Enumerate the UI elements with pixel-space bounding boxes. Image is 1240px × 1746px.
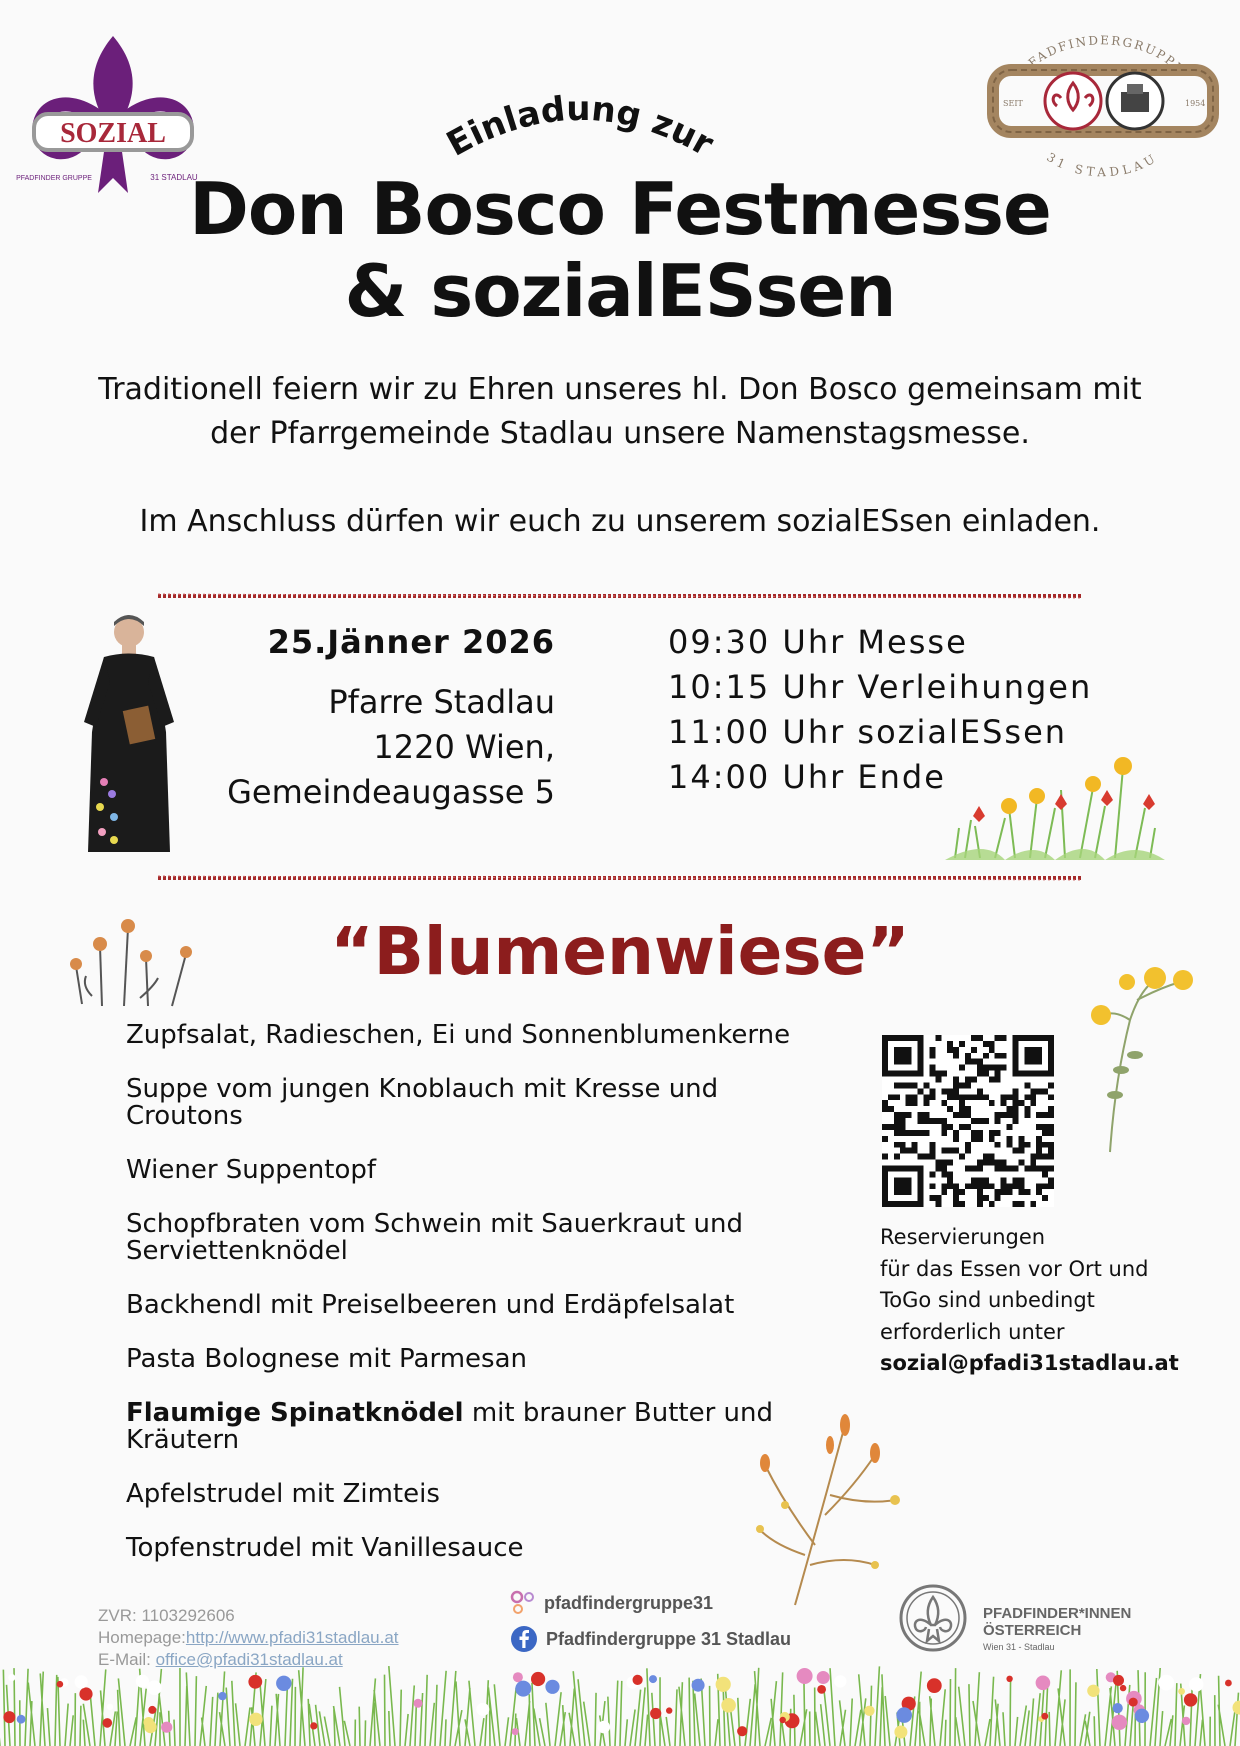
instagram-label: pfadfindergruppe31 bbox=[544, 1592, 714, 1613]
org-line-3: Wien 31 - Stadlau bbox=[983, 1642, 1055, 1652]
event-address bbox=[227, 680, 555, 815]
menu-item-text: Zupfsalat, Radieschen, Ei und Sonnenblumenkerne bbox=[126, 1020, 791, 1050]
menu-list bbox=[126, 1022, 806, 1589]
menu-item-text: Wiener Suppentopf bbox=[126, 1155, 377, 1185]
facebook-icon bbox=[510, 1625, 538, 1653]
svg-text:31 STADLAU: 31 STADLAU bbox=[1044, 150, 1161, 180]
facebook-label: Pfadfindergruppe 31 Stadlau bbox=[546, 1628, 792, 1649]
menu-item-text: Suppe vom jungen Knoblauch mit Kresse und Croutons bbox=[126, 1074, 719, 1131]
org-name bbox=[983, 1605, 1131, 1656]
reservation-line: erforderlich unter bbox=[880, 1319, 1065, 1344]
dried-flower-sprig-illustration bbox=[755, 1405, 905, 1610]
address-line: Gemeindeaugasse 5 bbox=[227, 773, 555, 811]
footer-email-link[interactable]: office@pfadi31stadlau.at bbox=[155, 1650, 343, 1669]
event-date: 25.Jänner 2026 bbox=[267, 623, 555, 661]
org-line-2: ÖSTERREICH bbox=[983, 1622, 1082, 1639]
yellow-flowers-illustration bbox=[1085, 960, 1210, 1155]
instagram-icon bbox=[510, 1590, 536, 1616]
schedule-item: 09:30 Uhr Messe bbox=[668, 623, 968, 661]
menu-title: “Blumenwiese” bbox=[330, 913, 910, 990]
menu-item bbox=[126, 1481, 806, 1508]
reservation-email-link[interactable]: sozial@pfadi31stadlau.at bbox=[880, 1351, 1179, 1375]
svg-text:SEIT: SEIT bbox=[1003, 99, 1023, 108]
reservation-line: für das Essen vor Ort und bbox=[880, 1256, 1149, 1281]
invitation-kicker bbox=[430, 80, 730, 170]
homepage-link[interactable]: http://www.pfadi31stadlau.at bbox=[185, 1628, 399, 1647]
svg-text:PFADFINDER GRUPPE: PFADFINDER GRUPPE bbox=[16, 175, 92, 182]
don-bosco-illustration bbox=[74, 612, 184, 860]
decorative-divider-top bbox=[158, 592, 1083, 600]
address-line: 1220 Wien, bbox=[373, 728, 555, 766]
svg-text:31 STADLAU: 31 STADLAU bbox=[150, 173, 198, 182]
menu-item-text: mit brauner Butter und Kräutern bbox=[126, 1398, 774, 1455]
svg-text:SOZIAL: SOZIAL bbox=[60, 118, 166, 149]
homepage-label: Homepage: bbox=[98, 1628, 186, 1647]
reservation-line: ToGo sind unbedingt bbox=[880, 1288, 1095, 1312]
flower-meadow-border bbox=[0, 1655, 1240, 1746]
menu-item-text: Apfelstrudel mit Zimteis bbox=[126, 1479, 440, 1509]
reservation-line: Reservierungen bbox=[880, 1225, 1046, 1249]
menu-item-highlight: Flaumige Spinatknödel bbox=[126, 1398, 464, 1428]
menu-item-text: Pasta Bolognese mit Parmesan bbox=[126, 1344, 528, 1374]
intro-line-1: Traditionell feiern wir zu Ehren unseres hl. Don Bosco gemeinsam mit bbox=[98, 372, 1142, 407]
small-flowers-illustration bbox=[62, 916, 200, 1008]
menu-item bbox=[126, 1211, 806, 1265]
intro-followup: Im Anschluss dürfen wir euch zu unserem sozialESsen einladen. bbox=[139, 504, 1101, 539]
title-line-2: & sozialESsen bbox=[344, 249, 896, 333]
reservation-qr-code[interactable] bbox=[882, 1035, 1054, 1207]
menu-item-text: Schopfbraten vom Schwein mit Sauerkraut und Serviettenknödel bbox=[126, 1209, 743, 1266]
pfadfinder-oesterreich-logo bbox=[898, 1583, 968, 1653]
menu-item bbox=[126, 1346, 806, 1373]
title-line-1: Don Bosco Festmesse bbox=[189, 167, 1051, 251]
menu-item bbox=[126, 1022, 806, 1049]
menu-item bbox=[126, 1157, 806, 1184]
menu-item-text: Topfenstrudel mit Vanillesauce bbox=[126, 1533, 524, 1563]
menu-item bbox=[126, 1535, 806, 1562]
schedule-item: 14:00 Uhr Ende bbox=[668, 758, 946, 796]
org-line-1: PFADFINDER*INNEN bbox=[983, 1605, 1132, 1622]
instagram-handle[interactable] bbox=[510, 1590, 713, 1616]
address-line: Pfarre Stadlau bbox=[328, 683, 555, 721]
facebook-page[interactable] bbox=[510, 1625, 791, 1653]
menu-item bbox=[126, 1400, 806, 1454]
svg-text:1954: 1954 bbox=[1185, 99, 1206, 108]
zvr-number: ZVR: 1103292606 bbox=[98, 1606, 235, 1625]
menu-item bbox=[126, 1076, 806, 1130]
page-title bbox=[0, 168, 1240, 332]
intro-paragraph bbox=[40, 368, 1200, 456]
reservation-note bbox=[880, 1222, 1180, 1380]
svg-text:PFADFINDERGRUPPE: PFADFINDERGRUPPE bbox=[1017, 33, 1188, 78]
menu-item-text: Backhendl mit Preiselbeeren und Erdäpfelsalat bbox=[126, 1290, 735, 1320]
schedule-item: 11:00 Uhr sozialESsen bbox=[668, 713, 1068, 751]
schedule-item: 10:15 Uhr Verleihungen bbox=[668, 668, 1093, 706]
decorative-divider-bottom bbox=[158, 874, 1083, 882]
tulip-flowers-illustration bbox=[945, 748, 1165, 860]
email-label: E-Mail: bbox=[98, 1650, 151, 1669]
menu-item bbox=[126, 1292, 806, 1319]
svg-text:Einladung zur: Einladung zur bbox=[440, 88, 720, 165]
intro-line-2: der Pfarrgemeinde Stadlau unsere Namenstagsmesse. bbox=[210, 416, 1030, 451]
